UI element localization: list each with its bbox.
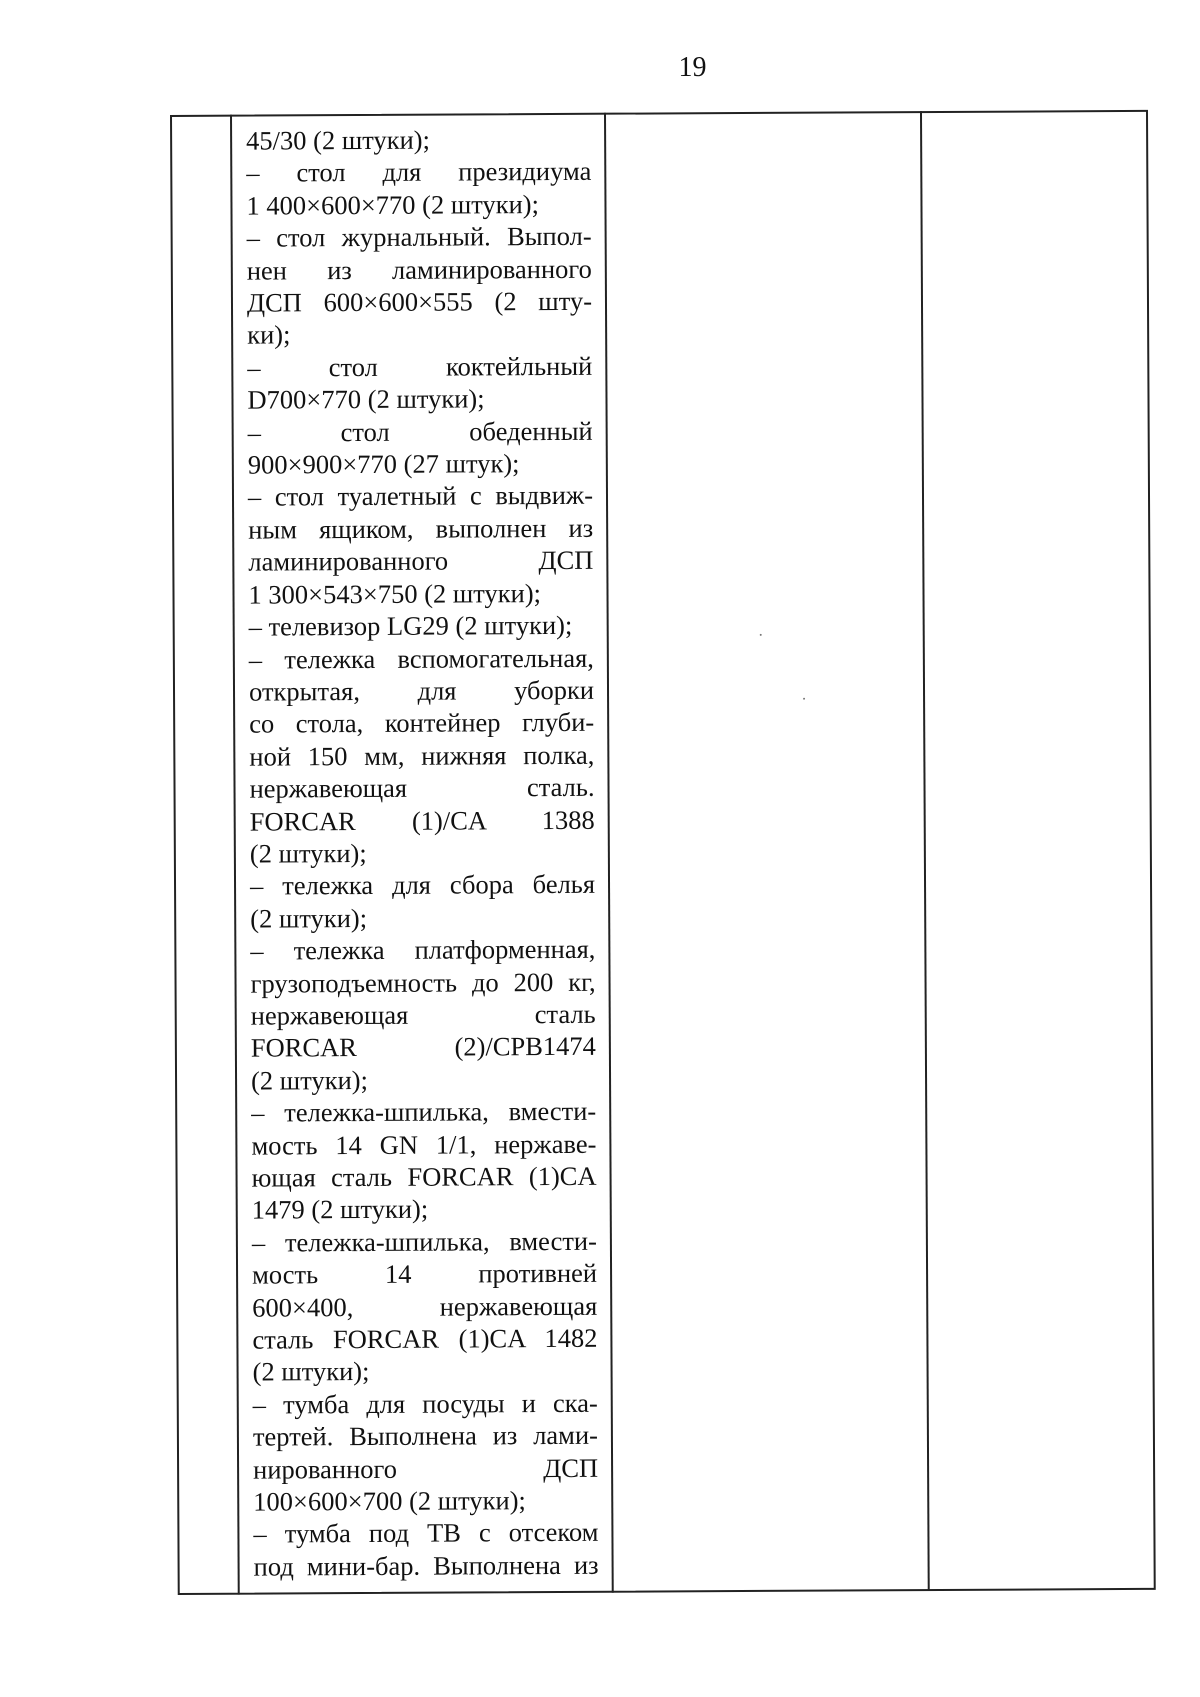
cell-line: – стол туалетный с выдвиж- [247,480,594,513]
cell-line: ки); [247,319,291,351]
cell-line: (2 штуки); [250,1064,368,1096]
cell-line: (2 штуки); [250,902,368,934]
cell-line: 1 300×543×750 (2 штуки); [248,577,542,610]
cell-line: нержавеющая сталь. [249,771,595,804]
cell-line: – тумба под ТВ с отсеком [253,1517,599,1550]
cell-line: нированного ДСП [253,1452,599,1485]
cell-line: FORCAR (2)/CPB1474 [250,1031,596,1063]
cell-line: – телевизор LG29 (2 штуки); [248,609,573,642]
cell-line: ДСП 600×600×555 (2 шту- [246,285,593,318]
scan-speck [760,634,762,636]
specification-table [170,110,1156,1595]
cell-line: FORCAR (1)/CA 1388 [249,804,595,837]
cell-line: ламинированного ДСП [248,545,594,577]
cell-line: под мини-бар. Выполнена из [253,1549,599,1582]
cell-line: – тележка-шпилька, вмести- [251,1225,597,1258]
cell-line: 900×900×770 (27 штук); [247,448,520,480]
column-divider-3 [920,111,930,1591]
cell-line: 1479 (2 штуки); [251,1194,429,1225]
scan-speck [803,698,805,700]
column-divider-1 [230,115,240,1595]
cell-line: грузоподъемность до 200 кг, [250,966,596,999]
cell-line: мость 14 GN 1/1, нержаве- [251,1128,597,1161]
page-number: 19 [678,52,707,83]
cell-line: 100×600×700 (2 штуки); [253,1485,526,1517]
cell-line: 1 400×600×770 (2 штуки); [246,188,540,221]
cell-line: D700×770 (2 штуки); [247,383,485,415]
cell-line: – стол журнальный. Выпол- [246,221,592,253]
cell-line: – стол коктейльный [247,350,593,383]
cell-line: – тумба для посуды и ска- [252,1387,598,1420]
cell-line: (2 штуки); [252,1356,370,1388]
cell-line: со стола, контейнер глуби- [249,707,595,739]
column-divider-2 [604,113,614,1593]
cell-line: ющая сталь FORCAR (1)CA [251,1160,597,1193]
cell-line: сталь FORCAR (1)CA 1482 [252,1322,598,1355]
cell-line: 45/30 (2 штуки); [246,124,431,156]
cell-line: – стол обеденный [247,415,593,448]
cell-line: – стол для президиума [246,156,592,189]
cell-line: (2 штуки); [249,837,367,869]
cell-line: 600×400, нержавеющая [252,1290,598,1323]
cell-line: нержавеющая сталь [250,998,596,1031]
cell-line: – тележка вспомогательная, [248,642,594,675]
cell-line: ным ящиком, выполнен из [248,512,594,545]
cell-line: тертей. Выполнена из лами- [252,1420,598,1452]
cell-line: нен из ламинированного [246,253,592,286]
cell-line: мость 14 противней [251,1257,598,1290]
equipment-list-cell [246,123,599,1583]
cell-line: ной 150 мм, нижняя полка, [249,739,595,772]
cell-line: – тележка-шпилька, вмести- [251,1095,597,1128]
cell-line: – тележка платформенная, [250,933,596,966]
cell-line: открытая, для уборки [248,674,595,707]
cell-line: – тележка для сбора белья [249,869,596,901]
